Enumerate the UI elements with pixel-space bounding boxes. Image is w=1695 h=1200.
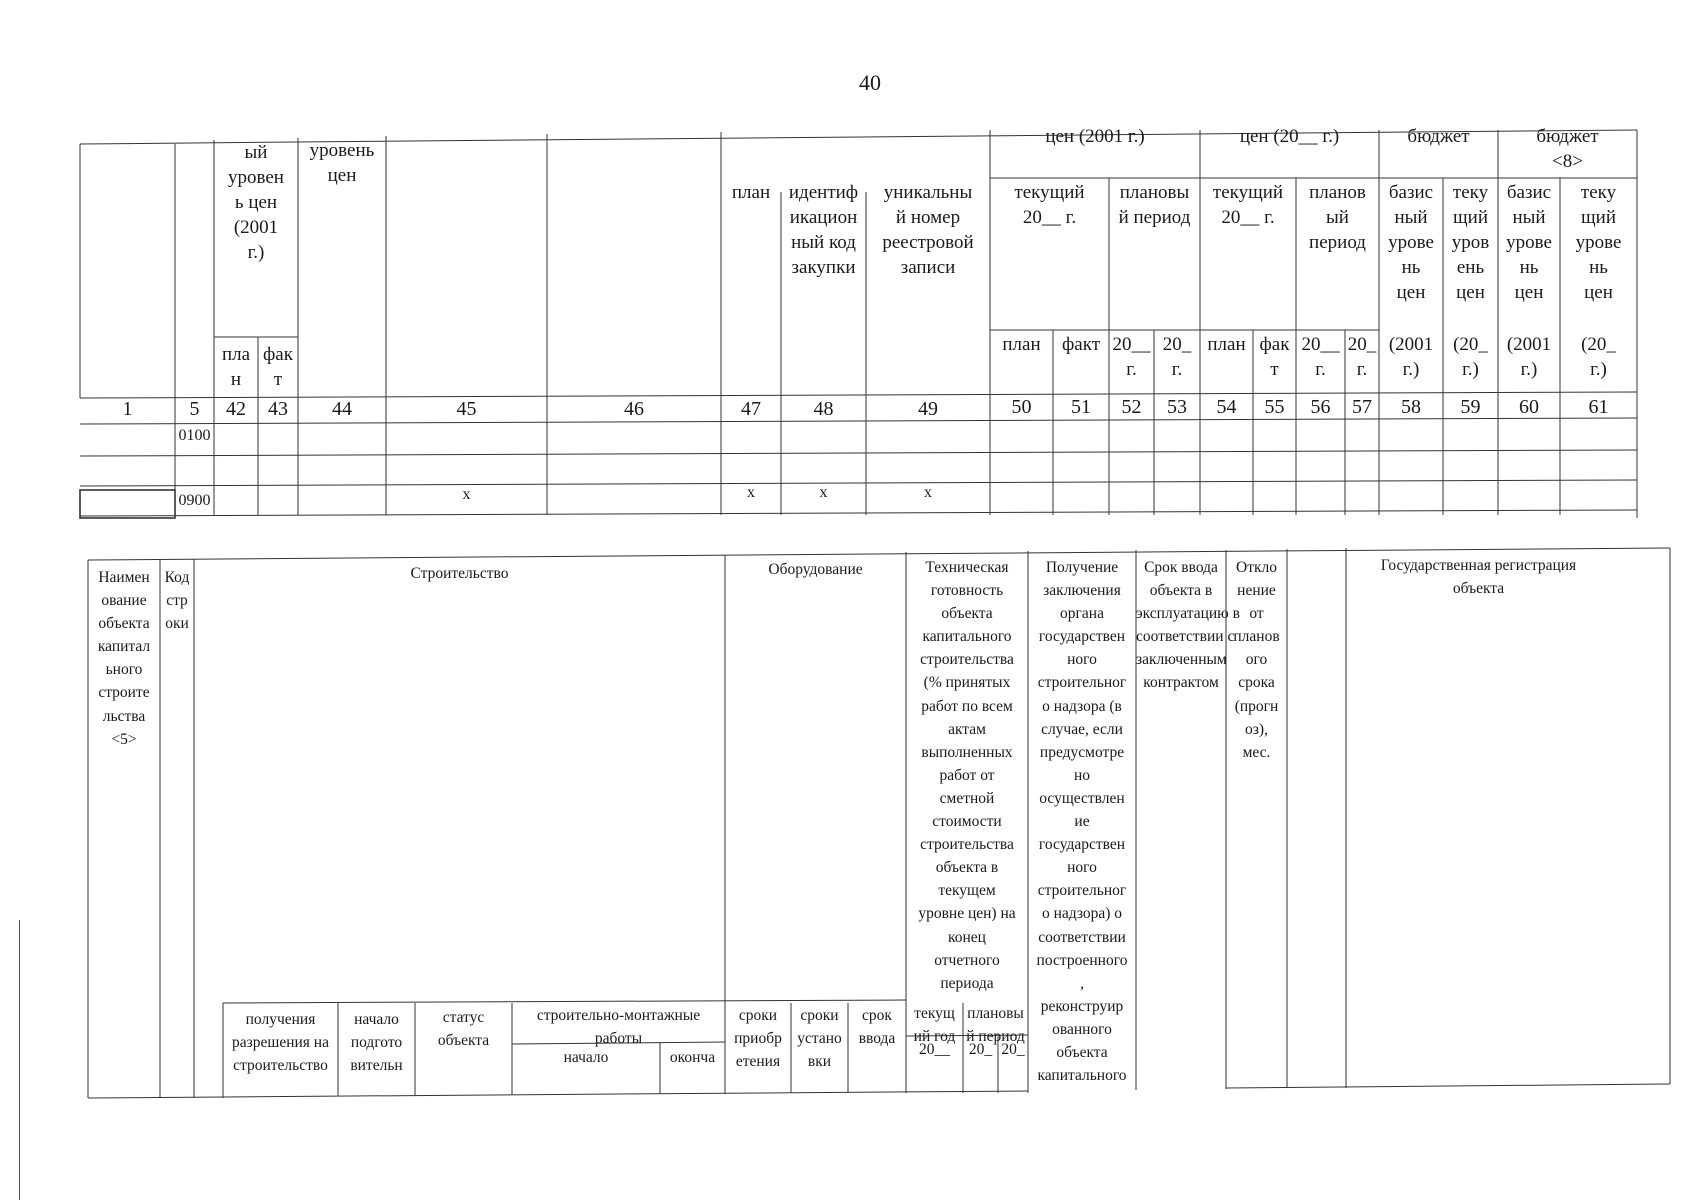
header-plan-54: план	[1207, 334, 1246, 355]
header-planned-2001: плановы й период	[1118, 182, 1191, 229]
column-number: 43	[268, 398, 288, 420]
header-plan-small: пла н	[221, 344, 251, 391]
header-planned-20: планов ый период	[1309, 182, 1366, 254]
column-number: 50	[1011, 396, 1032, 418]
header-object-name: Наимен ование объекта капитал ьного строите льства <5>	[97, 569, 151, 748]
header-current-level-a: теку щий уров ень цен	[1451, 182, 1490, 304]
column-number: 56	[1310, 396, 1331, 418]
column-number: 54	[1216, 396, 1237, 418]
x-mark: x	[747, 484, 755, 501]
bottom-table	[88, 548, 1668, 1108]
header-current-level-b: теку щий урове нь цен	[1575, 182, 1622, 304]
header-current-20-61: (20_ г.)	[1581, 334, 1616, 381]
x-mark: x	[924, 484, 932, 501]
header-state-registration: Государственная регистрация объекта	[1380, 557, 1577, 598]
header-base-2001-60: (2001 г.)	[1506, 334, 1552, 381]
column-number: 1	[122, 398, 133, 420]
column-number: 55	[1264, 396, 1285, 418]
column-number: 44	[332, 398, 352, 420]
column-number: 45	[456, 398, 477, 420]
header-supervision-conclusion: Получение заключения органа государствен ного строительног о надзора (в случае, если предусмотре но осуществлен ие государствен ного строительног о надзора) о соответствии построенного , реконструир ованного объекта капитального	[1036, 559, 1128, 1085]
header-plan-50: план	[1002, 334, 1041, 355]
header-prices-20: цен (20__ г.)	[1239, 126, 1340, 147]
header-year-56: 20__ г.	[1301, 334, 1340, 381]
header-fact-small: фак т	[263, 344, 293, 391]
header-row-code: Код стр оки	[164, 569, 190, 633]
header-price-level: уровень цен	[309, 140, 375, 187]
column-number: 61	[1588, 396, 1609, 418]
x-mark: x	[819, 484, 828, 501]
row-code-0100: 0100	[178, 427, 211, 444]
header-works-start: начало	[563, 1049, 609, 1066]
header-works-end: оконча	[669, 1049, 716, 1066]
header-commissioning-term: Срок ввода объекта в эксплуатацию в соответствии с заключенным контрактом	[1136, 559, 1240, 692]
header-current-20: текущий 20__ г.	[1212, 182, 1284, 229]
header-deviation: Откло нение от планов ого срока (прогн оз), мес.	[1233, 559, 1280, 761]
header-year-57: 20_ г.	[1347, 334, 1377, 381]
header-acquisition-terms: сроки приобр етения	[734, 1007, 782, 1071]
column-number: 52	[1121, 396, 1142, 418]
header-price-level-2001: ый уровен ь цен (2001 г.)	[228, 142, 284, 264]
header-current-year: текущ ий год	[913, 1005, 956, 1046]
x-mark: x	[462, 486, 471, 503]
header-prices-2001: цен (2001 г.)	[1045, 126, 1145, 147]
column-number: 60	[1519, 396, 1539, 418]
page-number: 40	[859, 70, 881, 95]
header-current-20-59: (20_ г.)	[1453, 334, 1488, 381]
header-year-plan-1: 20_	[968, 1041, 993, 1058]
header-fact-55: фак т	[1259, 334, 1290, 381]
column-number: 47	[741, 398, 761, 420]
header-installation-terms: сроки устано вки	[797, 1007, 842, 1071]
header-object-status: статус объекта	[437, 1009, 490, 1050]
header-planned-period: плановы й период	[966, 1005, 1025, 1046]
header-technical-readiness: Техническая готовность объекта капитального строительства (% принятых работ по всем актам выполненных работ от сметной стоимости строительства объекта в текущем уровне цен) на конец отчетного периода	[918, 559, 1016, 992]
header-plan: план	[731, 182, 771, 203]
column-number: 49	[918, 398, 938, 420]
header-commissioning: срок ввода	[858, 1007, 896, 1048]
column-number: 59	[1460, 396, 1481, 418]
column-number: 58	[1401, 396, 1421, 418]
column-number: 42	[226, 398, 246, 420]
column-number: 57	[1352, 396, 1372, 418]
header-budget: бюджет	[1407, 126, 1470, 147]
top-table	[80, 126, 1640, 520]
header-base-2001-58: (2001 г.)	[1388, 334, 1434, 381]
column-number: 51	[1071, 396, 1091, 418]
column-number: 53	[1167, 396, 1187, 418]
header-basic-level-a: базис ный урове нь цен	[1388, 182, 1434, 304]
header-year-current: 20__	[919, 1041, 950, 1058]
scan-edge-line	[19, 920, 20, 1200]
header-permit: получения разрешения на строительство	[232, 1011, 329, 1075]
header-purchase-code: идентиф икацион ный код закупки	[788, 182, 859, 279]
column-number: 48	[813, 398, 834, 420]
header-budget-8: бюджет <8>	[1536, 126, 1599, 173]
column-number: 5	[189, 398, 200, 420]
header-year-52: 20__ г.	[1112, 334, 1151, 381]
header-basic-level-b: базис ный урове нь цен	[1506, 182, 1552, 304]
row-code-0900: 0900	[178, 492, 211, 509]
header-equipment: Оборудование	[768, 561, 863, 578]
header-registry-number: уникальны й номер реестровой записи	[882, 182, 974, 279]
header-preparatory-start: начало подгото вительн	[350, 1011, 403, 1075]
header-installation-works: строительно-монтажные работы	[536, 1007, 701, 1048]
column-number: 46	[624, 398, 644, 420]
header-fact-51: факт	[1061, 334, 1101, 355]
header-construction: Строительство	[410, 565, 509, 582]
header-current-2001: текущий 20__ г.	[1014, 182, 1085, 229]
header-year-plan-2: 20_	[1001, 1041, 1025, 1058]
header-year-53: 20_ г.	[1162, 334, 1192, 381]
